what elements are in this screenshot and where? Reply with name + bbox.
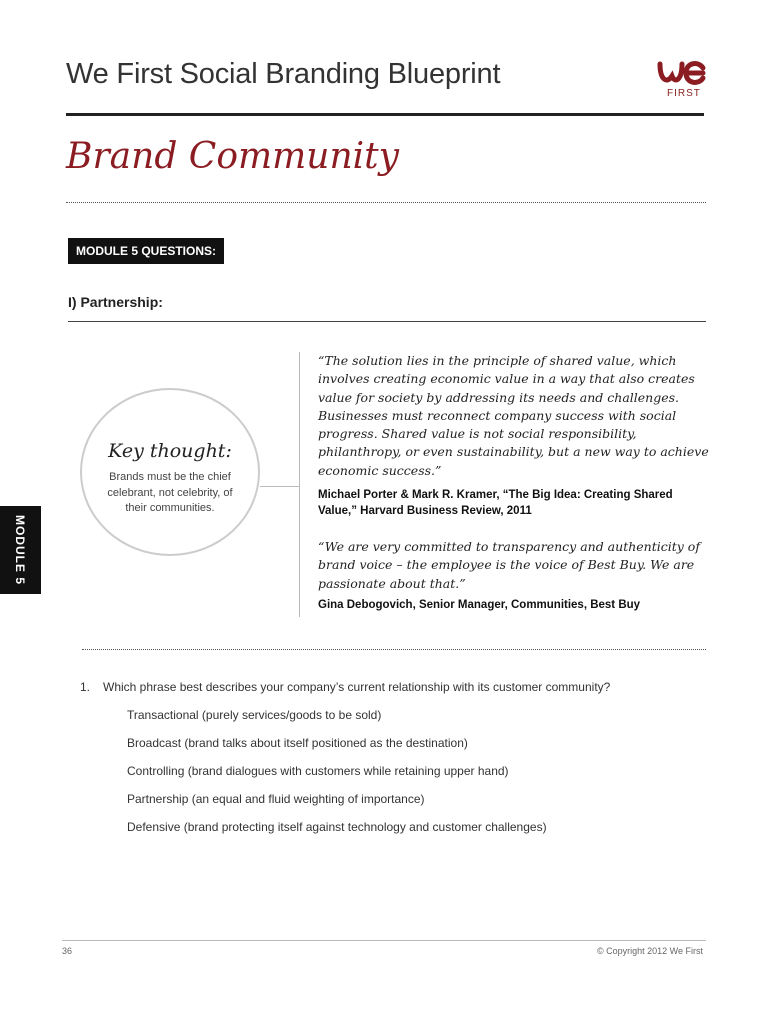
- subsection-heading: I) Partnership:: [68, 294, 163, 310]
- answer-option: Broadcast (brand talks about itself positioned as the destination): [127, 736, 468, 750]
- document-title: We First Social Branding Blueprint: [66, 58, 501, 90]
- subsection-rule: [68, 321, 706, 322]
- header-rule: [66, 113, 704, 116]
- quote-text: “The solution lies in the principle of shared value, which involves creating economic value in a way that also creates value for society by addressing its needs and challenges. Businesses must reconnect company success with social progress. Shared value is not social responsibility, philanthropy, or even sustainability, but a new way to achieve economic success.”: [318, 353, 709, 478]
- dotted-divider: [82, 649, 706, 650]
- question-text: Which phrase best describes your company’s current relationship with its customer community?: [103, 680, 611, 694]
- module-side-tab: [0, 506, 41, 594]
- answer-option: Partnership (an equal and fluid weighting of importance): [127, 792, 425, 806]
- answer-option: Defensive (brand protecting itself against technology and customer challenges): [127, 820, 547, 834]
- key-thought-title: Key thought:: [108, 440, 232, 462]
- connector-line: [260, 486, 300, 487]
- logo-first-text: FIRST: [667, 88, 701, 99]
- answer-option: Controlling (brand dialogues with customers while retaining upper hand): [127, 764, 509, 778]
- answer-option: Transactional (purely services/goods to be sold): [127, 708, 382, 722]
- footer-rule: [62, 940, 706, 941]
- section-title: Brand Community: [66, 136, 399, 177]
- quote-attribution: Michael Porter & Mark R. Kramer, “The Big Idea: Creating Shared Value,” Harvard Business Review, 2011: [318, 489, 673, 517]
- quote-text: “We are very committed to transparency and authenticity of brand voice – the employee is the voice of Best Buy. We are passionate about that.”: [318, 539, 700, 591]
- page-number: 36: [62, 946, 73, 956]
- dotted-divider: [66, 202, 706, 203]
- key-thought-body: Brands must be the chief celebrant, not celebrity, of their communities.: [107, 471, 233, 514]
- quote-attribution: Gina Debogovich, Senior Manager, Communities, Best Buy: [318, 599, 641, 611]
- module-label: MODULE 5 QUESTIONS:: [68, 238, 224, 264]
- question-number: 1.: [80, 680, 91, 694]
- answer-options: [127, 707, 547, 847]
- module-side-tab-label: MODULE 5: [13, 514, 27, 586]
- we-logo-icon: [657, 58, 707, 88]
- copyright-notice: © Copyright 2012 We First: [596, 946, 703, 956]
- we-first-logo: [657, 58, 707, 102]
- quote-divider: [299, 352, 300, 617]
